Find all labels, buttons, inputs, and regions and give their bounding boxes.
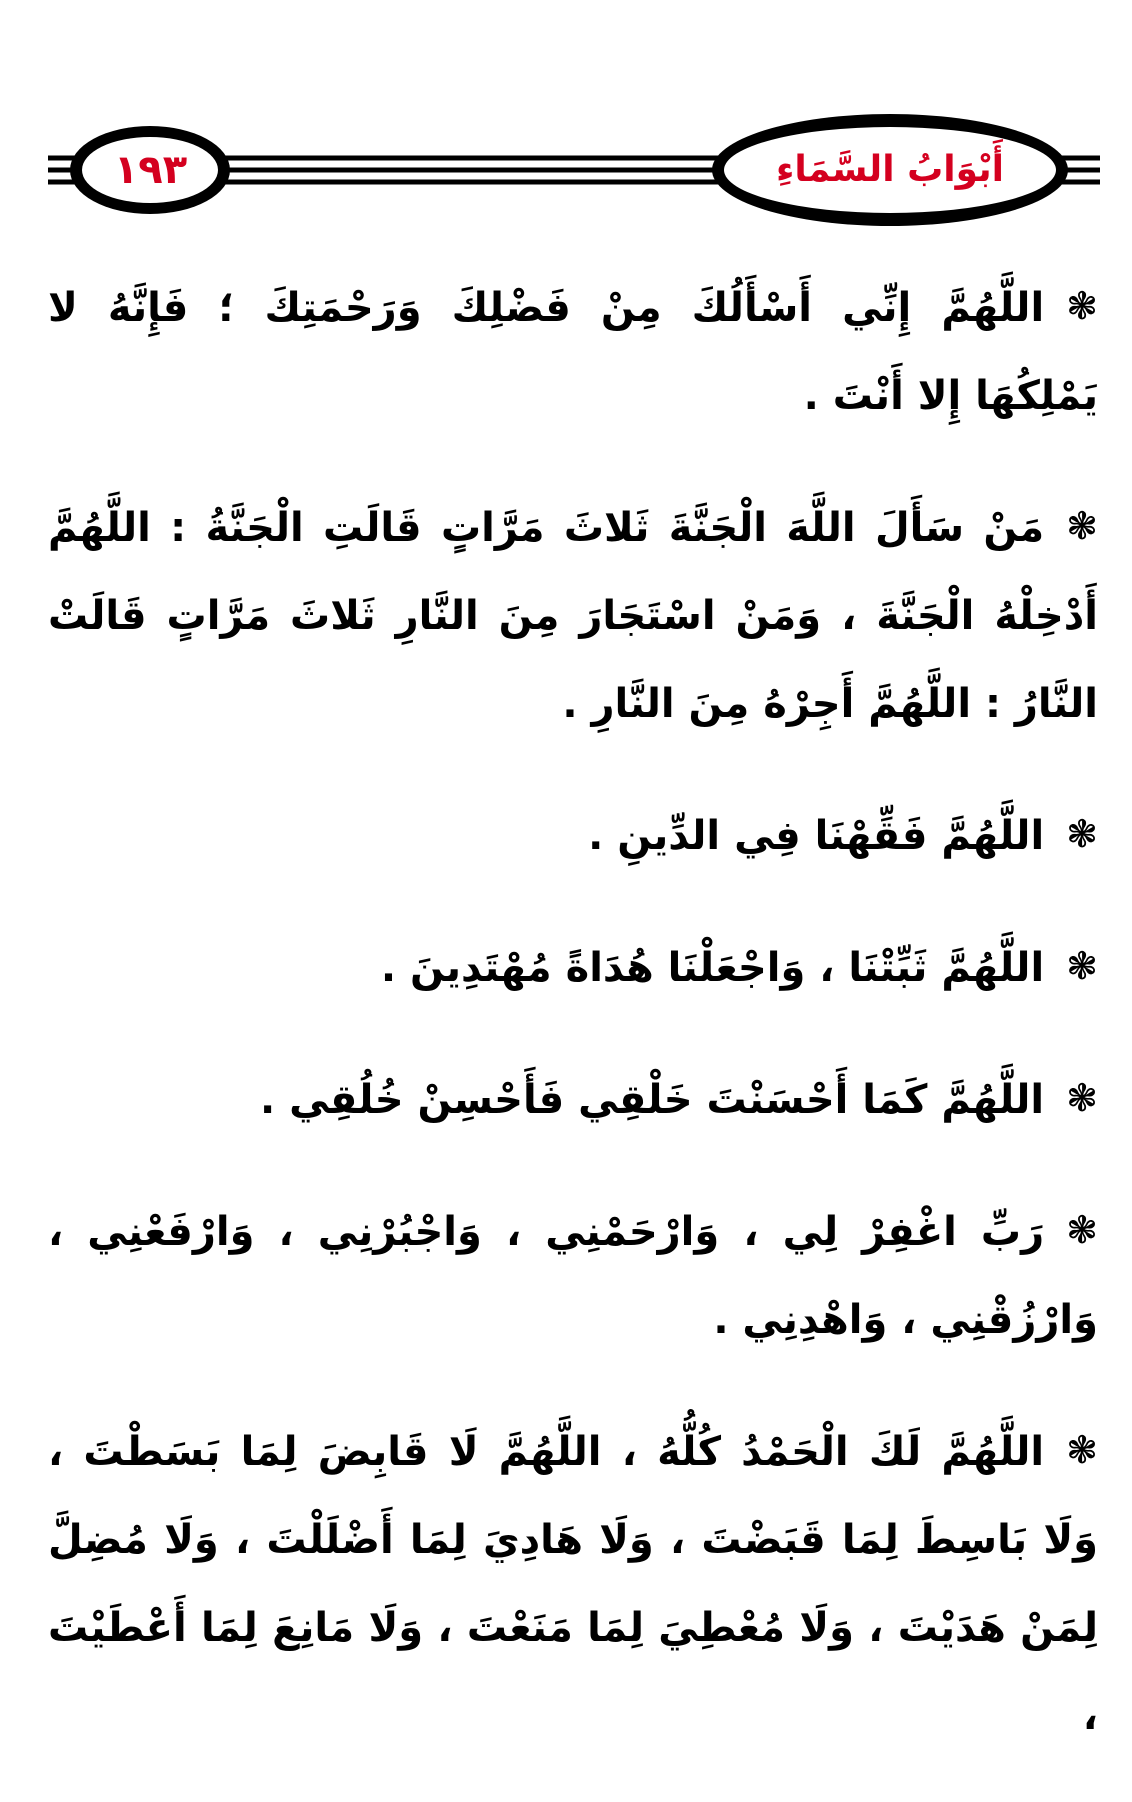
paragraph-1 [48,262,1098,440]
paragraph-6 [48,1186,1098,1364]
paragraph-text: مَنْ سَأَلَ اللَّهَ الْجَنَّةَ ثَلاثَ مَرَّاتٍ قَالَتِ الْجَنَّةُ : اللَّهُمَّ أَدْخِلْهُ الْجَنَّةَ ، وَمَنْ اسْتَجَارَ مِنَ النَّارِ ثَلاثَ مَرَّاتٍ قَالَتْ النَّارُ : اللَّهُمَّ أَجِرْهُ مِنَ النَّارِ . [48,505,1098,727]
paragraph-text: رَبِّ اغْفِرْ لِي ، وَارْحَمْنِي ، وَاجْبُرْنِي ، وَارْفَعْنِي ، وَارْزُقْنِي ، وَاهْدِنِي . [48,1209,1098,1343]
asterisk-flower-icon: ❃ [1066,812,1098,856]
paragraph-7 [48,1406,1098,1760]
asterisk-flower-icon: ❃ [1066,504,1098,548]
asterisk-flower-icon: ❃ [1066,1428,1098,1472]
page-number: ١٩٣ [113,147,188,193]
paragraph-4 [48,922,1098,1012]
paragraph-text: اللَّهُمَّ كَمَا أَحْسَنْتَ خَلْقِي فَأَحْسِنْ خُلُقِي . [259,1077,1045,1123]
page-header [0,0,1132,230]
paragraph-5 [48,1054,1098,1144]
paragraph-2 [48,482,1098,748]
paragraph-text: اللَّهُمَّ فَقِّهْنَا فِي الدِّينِ . [588,813,1045,859]
paragraph-text: اللَّهُمَّ لَكَ الْحَمْدُ كُلُّهُ ، اللَّهُمَّ لَا قَابِضَ لِمَا بَسَطْتَ ، وَلَا بَاسِطَ لِمَا قَبَضْتَ ، وَلَا هَادِيَ لِمَا أَضْلَلْتَ ، وَلَا مُضِلَّ لِمَنْ هَدَيْتَ ، وَلَا مُعْطِيَ لِمَا مَنَعْتَ ، وَلَا مَانِعَ لِمَا أَعْطَيْتَ ، [48,1429,1098,1739]
page-body [48,262,1098,1802]
asterisk-flower-icon: ❃ [1066,284,1098,328]
paragraph-text: اللَّهُمَّ إِنِّي أَسْأَلُكَ مِنْ فَضْلِكَ وَرَحْمَتِكَ ؛ فَإِنَّهُ لا يَمْلِكُهَا إِلا أَنْتَ . [48,285,1098,419]
paragraph-3 [48,790,1098,880]
paragraph-text: اللَّهُمَّ ثَبِّتْنَا ، وَاجْعَلْنَا هُدَاةً مُهْتَدِينَ . [380,945,1045,991]
running-title: أَبْوَابُ السَّمَاءِ [775,149,1005,190]
asterisk-flower-icon: ❃ [1066,944,1098,988]
asterisk-flower-icon: ❃ [1066,1208,1098,1252]
asterisk-flower-icon: ❃ [1066,1076,1098,1120]
